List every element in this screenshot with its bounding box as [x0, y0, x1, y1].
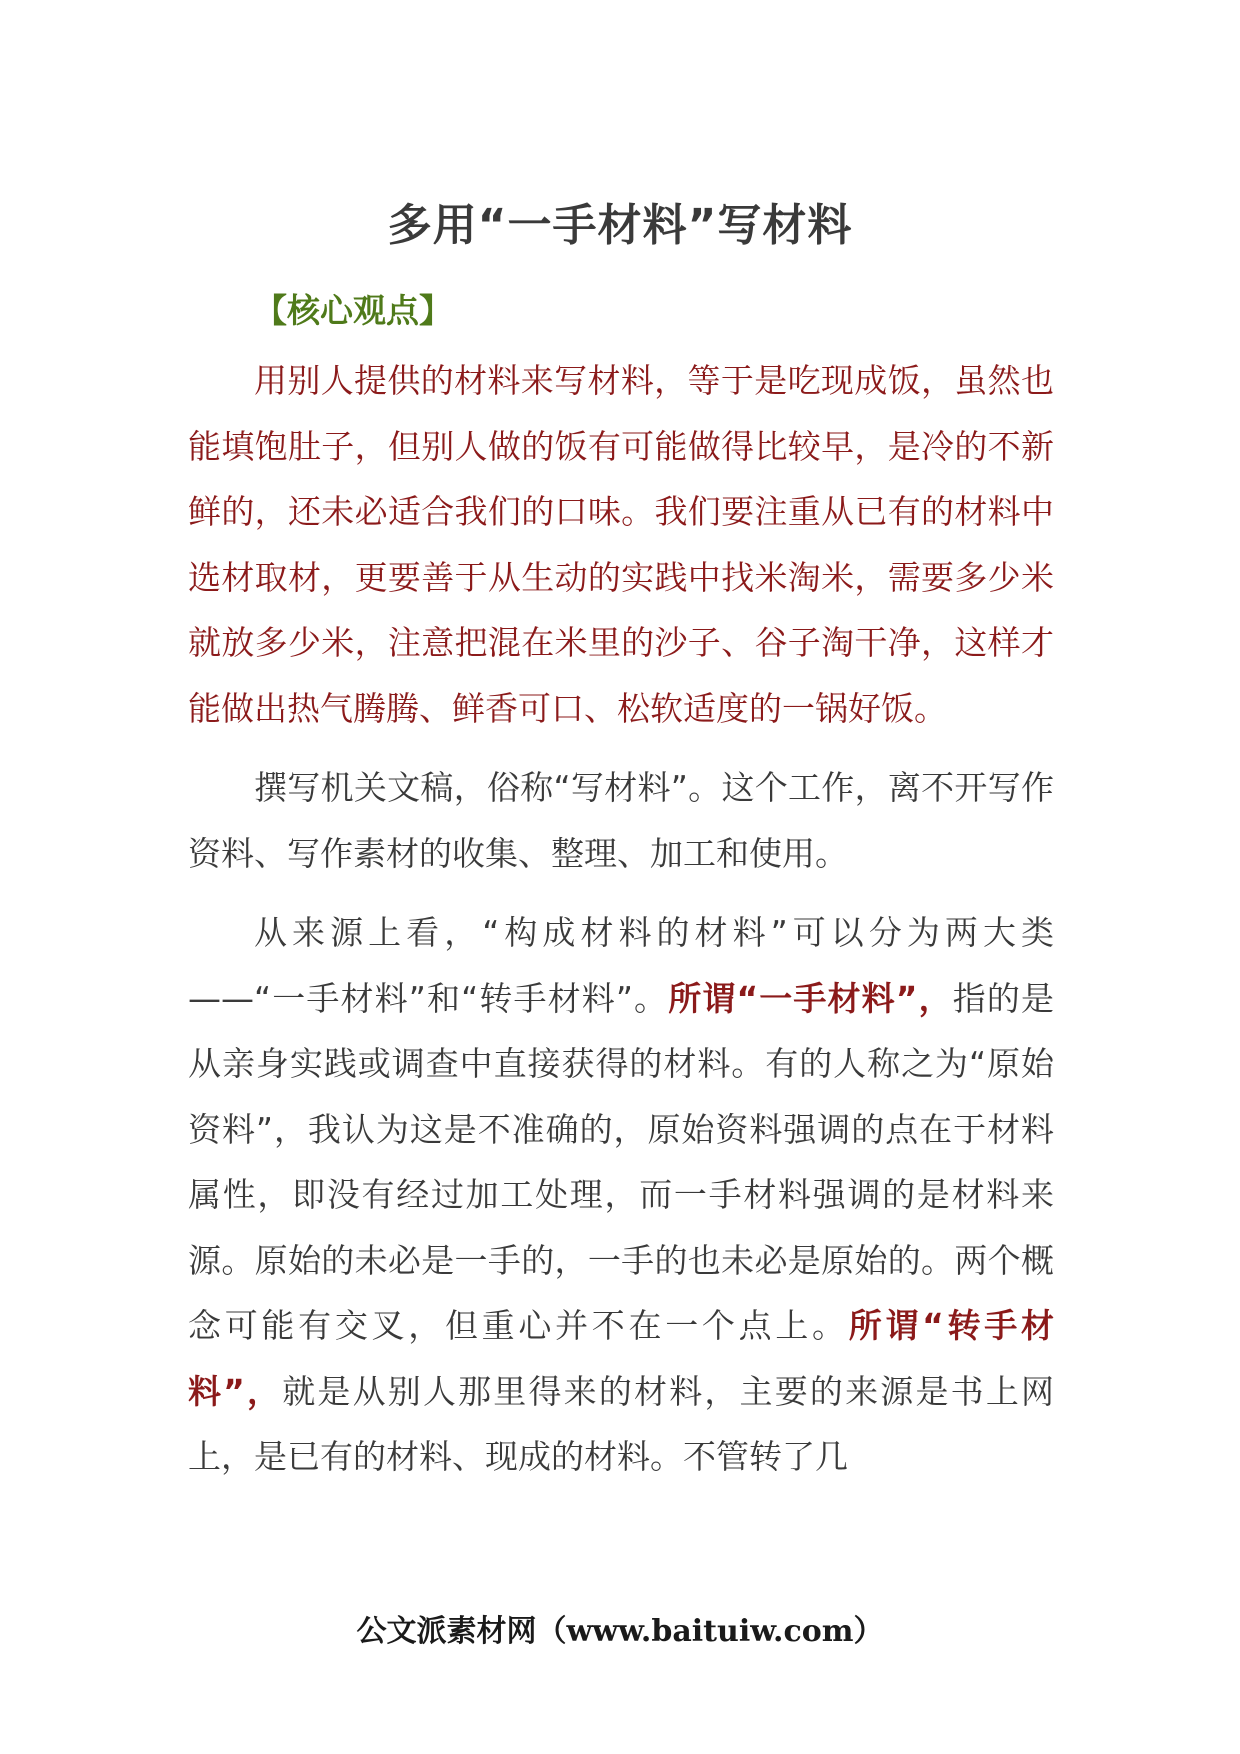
document-body — [188, 284, 1054, 1504]
body-paragraph-2 — [188, 900, 1054, 1490]
emphasis-first-hand-material: 所谓“一手材料”， — [668, 978, 953, 1018]
footer-source: 公文派素材网（www.baituiw.com） — [356, 1614, 884, 1649]
paragraph-2-text-2: 指的是从亲身实践或调查中直接获得的材料。有的人称之为“原始资料”，我认为这是不准确的，原始资料强调的点在于材料属性，即没有经过加工处理，而一手材料强调的是材料来源。原始的未必是一手的，一手的也未必是原始的。两个概念可能有交叉，但重心并不在一个点上。 — [188, 978, 1054, 1345]
paragraph-2-text-3: 就是从别人那里得来的材料，主要的来源是书上网上，是已有的材料、现成的材料。不管转了几 — [188, 1371, 1054, 1476]
document-title: 多用“一手材料”写材料 — [387, 200, 853, 251]
body-paragraph-1: 撰写机关文稿，俗称“写材料”。这个工作，离不开写作资料、写作素材的收集、整理、加工和使用。 — [188, 768, 1054, 873]
paragraph-2-text-1: 从来源上看，“构成材料的材料”可以分为两大类——“一手材料”和“转手材料”。 — [188, 913, 1054, 1018]
core-viewpoint-paragraph: 用别人提供的材料来写材料，等于是吃现成饭，虽然也能填饱肚子，但别人做的饭有可能做得比较早，是冷的不新鲜的，还未必适合我们的口味。我们要注重从已有的材料中选材取材，更要善于从生动的实践中找米淘米，需要多少米就放多少米，注意把混在米里的沙子、谷子淘干净，这样才能做出热气腾腾、鲜香可口、松软适度的一锅好饭。 — [188, 361, 1054, 728]
core-viewpoint-label: 【核心观点】 — [254, 291, 452, 330]
emphasis-second-hand-material: 所谓“转手材料”， — [188, 1306, 1054, 1411]
